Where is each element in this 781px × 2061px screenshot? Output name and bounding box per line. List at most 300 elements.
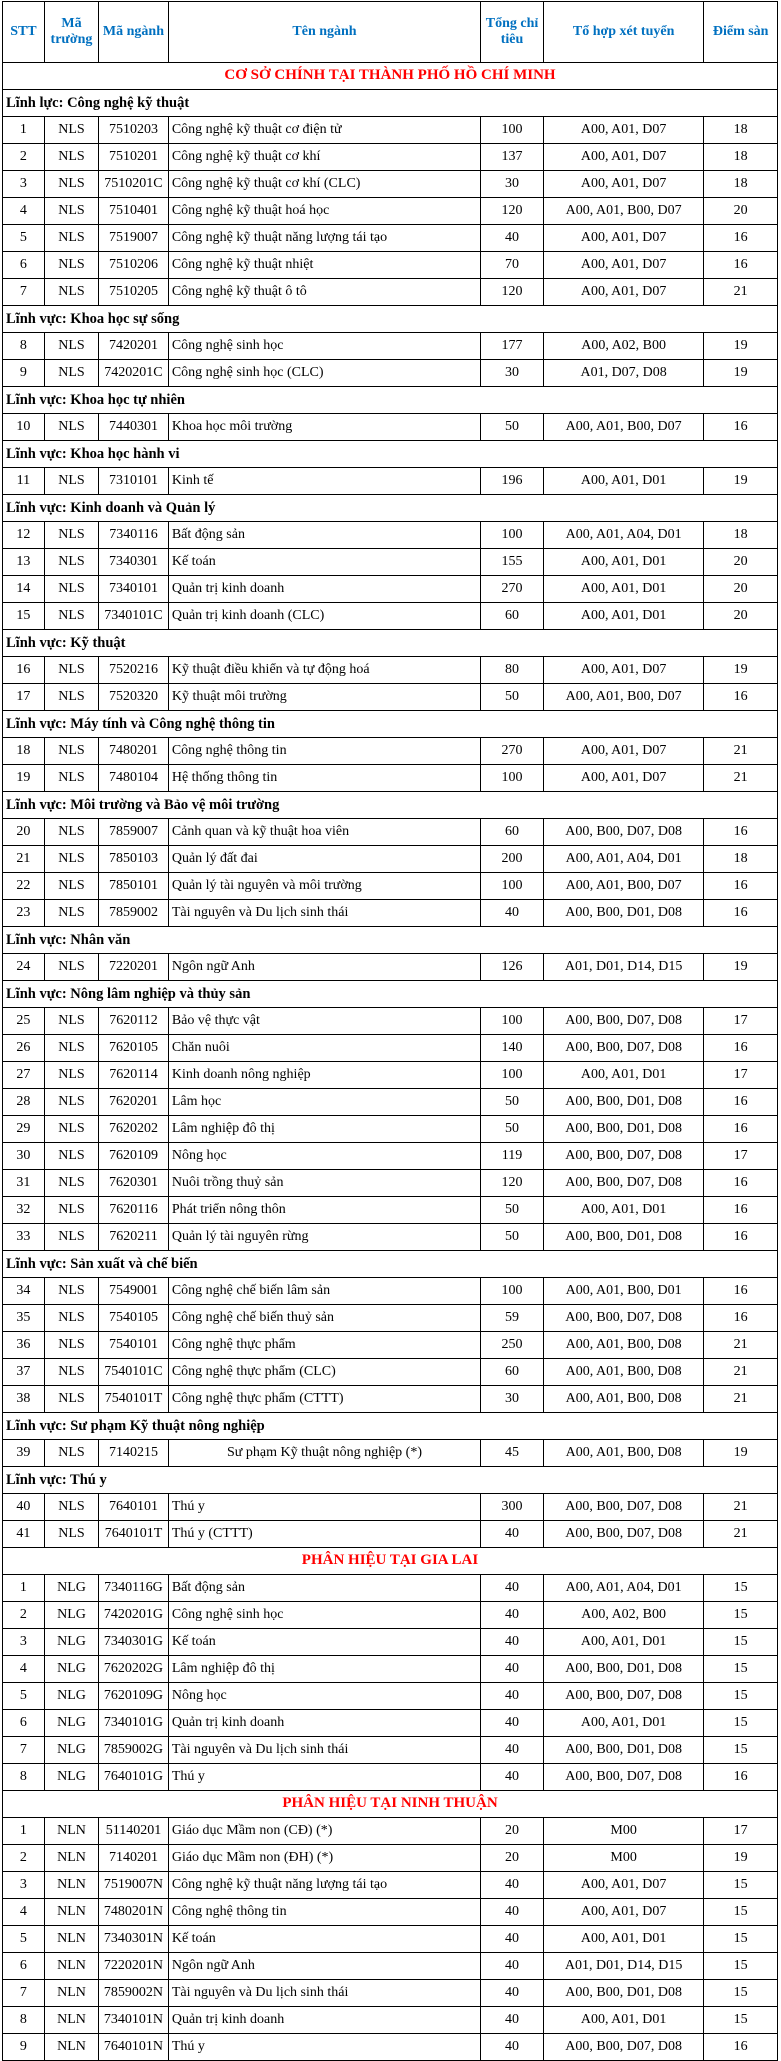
cell-ten-nganh: Lâm nghiệp đô thị [168,1656,480,1683]
cell-tong-chi-tieu: 60 [481,603,544,630]
table-row [3,414,778,441]
cell-stt: 18 [3,738,45,765]
cell-ma-nganh: 7340301G [99,1629,169,1656]
cell-ma-nganh: 7519007N [99,1872,169,1899]
cell-diem-san: 21 [704,1359,778,1386]
cell-stt: 21 [3,846,45,873]
cell-diem-san: 15 [704,1710,778,1737]
cell-to-hop-xet-tuyen: A00, B00, D01, D08 [543,1116,703,1143]
cell-ma-truong: NLS [44,144,98,171]
cell-diem-san: 21 [704,1386,778,1413]
cell-diem-san: 19 [704,657,778,684]
cell-ma-nganh: 7480201 [99,738,169,765]
field-section-row [3,387,778,414]
cell-ma-nganh: 7540101 [99,1332,169,1359]
cell-tong-chi-tieu: 250 [481,1332,544,1359]
cell-tong-chi-tieu: 80 [481,657,544,684]
field-section-row [3,927,778,954]
cell-to-hop-xet-tuyen: A00, A01, D01 [543,2007,703,2034]
cell-tong-chi-tieu: 270 [481,738,544,765]
cell-stt: 23 [3,900,45,927]
cell-diem-san: 15 [704,1953,778,1980]
cell-to-hop-xet-tuyen: A00, B00, D07, D08 [543,1764,703,1791]
cell-stt: 13 [3,549,45,576]
cell-ma-nganh: 7620105 [99,1035,169,1062]
cell-ma-truong: NLS [44,1521,98,1548]
cell-to-hop-xet-tuyen: A00, A01, D07 [543,252,703,279]
field-section-row [3,1251,778,1278]
cell-ten-nganh: Thú y (CTTT) [168,1521,480,1548]
cell-to-hop-xet-tuyen: A00, B00, D07, D08 [543,2034,703,2061]
cell-ma-nganh: 7420201 [99,333,169,360]
cell-tong-chi-tieu: 40 [481,1683,544,1710]
cell-to-hop-xet-tuyen: A00, A01, B00, D07 [543,684,703,711]
cell-ma-nganh: 51140201 [99,1818,169,1845]
cell-diem-san: 18 [704,846,778,873]
table-row [3,738,778,765]
cell-tong-chi-tieu: 20 [481,1818,544,1845]
cell-diem-san: 17 [704,1143,778,1170]
table-row [3,954,778,981]
cell-ma-truong: NLG [44,1737,98,1764]
cell-stt: 7 [3,1980,45,2007]
cell-stt: 29 [3,1116,45,1143]
cell-stt: 8 [3,2007,45,2034]
cell-stt: 9 [3,2034,45,2061]
cell-to-hop-xet-tuyen: A00, A01, B00, D08 [543,1359,703,1386]
table-row [3,2007,778,2034]
cell-ma-truong: NLS [44,549,98,576]
cell-diem-san: 18 [704,522,778,549]
cell-ten-nganh: Quản trị kinh doanh [168,576,480,603]
cell-ten-nganh: Công nghệ sinh học [168,1602,480,1629]
cell-ten-nganh: Công nghệ sinh học (CLC) [168,360,480,387]
cell-diem-san: 21 [704,1494,778,1521]
cell-stt: 8 [3,333,45,360]
cell-stt: 5 [3,1683,45,1710]
cell-ma-truong: NLN [44,2034,98,2061]
cell-ma-truong: NLS [44,1197,98,1224]
cell-tong-chi-tieu: 45 [481,1440,544,1467]
field-section-label: Lĩnh vực: Sư phạm Kỹ thuật nông nghiệp [3,1413,778,1440]
table-row [3,1845,778,1872]
cell-to-hop-xet-tuyen: M00 [543,1845,703,1872]
cell-tong-chi-tieu: 120 [481,198,544,225]
cell-ten-nganh: Quản lý tài nguyên và môi trường [168,873,480,900]
cell-stt: 20 [3,819,45,846]
cell-diem-san: 15 [704,2007,778,2034]
cell-stt: 1 [3,1818,45,1845]
field-section-label: Lĩnh vực: Môi trường và Bảo vệ môi trường [3,792,778,819]
cell-to-hop-xet-tuyen: A00, A02, B00 [543,333,703,360]
cell-stt: 7 [3,1737,45,1764]
cell-to-hop-xet-tuyen: A00, B00, D07, D08 [543,1521,703,1548]
cell-ten-nganh: Phát triển nông thôn [168,1197,480,1224]
cell-ma-nganh: 7850103 [99,846,169,873]
cell-diem-san: 16 [704,252,778,279]
cell-to-hop-xet-tuyen: A00, B00, D07, D08 [543,819,703,846]
cell-to-hop-xet-tuyen: A00, A01, D07 [543,117,703,144]
cell-tong-chi-tieu: 40 [481,2034,544,2061]
cell-ten-nganh: Công nghệ kỹ thuật cơ khí [168,144,480,171]
campus-section-label: CƠ SỞ CHÍNH TẠI THÀNH PHỐ HỒ CHÍ MINH [3,63,778,90]
cell-to-hop-xet-tuyen: A00, B00, D01, D08 [543,1224,703,1251]
cell-stt: 24 [3,954,45,981]
cell-diem-san: 16 [704,1224,778,1251]
table-row [3,846,778,873]
cell-stt: 4 [3,1656,45,1683]
cell-ma-nganh: 7510201 [99,144,169,171]
cell-ma-nganh: 7620109G [99,1683,169,1710]
cell-diem-san: 15 [704,1980,778,2007]
cell-tong-chi-tieu: 300 [481,1494,544,1521]
cell-ten-nganh: Thú y [168,1494,480,1521]
cell-to-hop-xet-tuyen: A00, A01, D01 [543,1197,703,1224]
cell-diem-san: 17 [704,1818,778,1845]
cell-ma-truong: NLS [44,900,98,927]
cell-tong-chi-tieu: 40 [481,1629,544,1656]
cell-ma-truong: NLN [44,1926,98,1953]
column-header-ten-nganh: Tên ngành [168,2,480,63]
cell-stt: 6 [3,252,45,279]
cell-tong-chi-tieu: 40 [481,225,544,252]
cell-ten-nganh: Kinh doanh nông nghiệp [168,1062,480,1089]
cell-ten-nganh: Quản lý tài nguyên rừng [168,1224,480,1251]
cell-diem-san: 16 [704,1305,778,1332]
cell-ma-truong: NLS [44,1386,98,1413]
cell-ma-nganh: 7859002G [99,1737,169,1764]
cell-ma-nganh: 7640101 [99,1494,169,1521]
cell-ma-truong: NLS [44,360,98,387]
cell-stt: 17 [3,684,45,711]
cell-diem-san: 21 [704,738,778,765]
cell-stt: 26 [3,1035,45,1062]
cell-stt: 15 [3,603,45,630]
column-header-stt: STT [3,2,45,63]
cell-to-hop-xet-tuyen: A00, A01, D01 [543,468,703,495]
table-row [3,198,778,225]
cell-ma-nganh: 7549001 [99,1278,169,1305]
table-row [3,252,778,279]
cell-stt: 40 [3,1494,45,1521]
cell-tong-chi-tieu: 177 [481,333,544,360]
column-header-ma-nganh: Mã ngành [99,2,169,63]
field-section-row [3,630,778,657]
cell-ten-nganh: Thú y [168,1764,480,1791]
cell-ten-nganh: Nông học [168,1683,480,1710]
cell-ma-truong: NLS [44,765,98,792]
cell-ma-truong: NLS [44,198,98,225]
cell-ma-nganh: 7510201C [99,171,169,198]
cell-tong-chi-tieu: 50 [481,414,544,441]
cell-tong-chi-tieu: 50 [481,1116,544,1143]
cell-tong-chi-tieu: 140 [481,1035,544,1062]
cell-ma-truong: NLS [44,1278,98,1305]
cell-stt: 14 [3,576,45,603]
cell-ma-nganh: 7540105 [99,1305,169,1332]
cell-to-hop-xet-tuyen: A00, A01, B00, D07 [543,198,703,225]
cell-ten-nganh: Quản trị kinh doanh [168,2007,480,2034]
cell-ten-nganh: Giáo dục Mầm non (CĐ) (*) [168,1818,480,1845]
cell-to-hop-xet-tuyen: A01, D01, D14, D15 [543,1953,703,1980]
cell-stt: 3 [3,1629,45,1656]
table-row [3,684,778,711]
cell-ma-nganh: 7220201 [99,954,169,981]
field-section-label: Lĩnh vực: Nông lâm nghiệp và thủy sản [3,981,778,1008]
field-section-row [3,495,778,522]
cell-tong-chi-tieu: 40 [481,1953,544,1980]
cell-ma-nganh: 7140201 [99,1845,169,1872]
cell-ma-nganh: 7859002 [99,900,169,927]
cell-ma-truong: NLS [44,576,98,603]
cell-ten-nganh: Công nghệ thông tin [168,1899,480,1926]
cell-ten-nganh: Công nghệ sinh học [168,333,480,360]
cell-tong-chi-tieu: 50 [481,1224,544,1251]
cell-tong-chi-tieu: 126 [481,954,544,981]
cell-ma-nganh: 7640101N [99,2034,169,2061]
table-row [3,576,778,603]
table-row [3,1035,778,1062]
cell-stt: 6 [3,1710,45,1737]
cell-stt: 25 [3,1008,45,1035]
cell-ma-truong: NLN [44,2007,98,2034]
cell-to-hop-xet-tuyen: A00, A01, D07 [543,738,703,765]
cell-stt: 2 [3,1845,45,1872]
cell-stt: 3 [3,1872,45,1899]
cell-ten-nganh: Công nghệ kỹ thuật năng lượng tái tạo [168,225,480,252]
cell-stt: 4 [3,1899,45,1926]
cell-stt: 37 [3,1359,45,1386]
table-row [3,765,778,792]
cell-ma-truong: NLS [44,819,98,846]
campus-section-label: PHÂN HIỆU TẠI GIA LAI [3,1548,778,1575]
cell-tong-chi-tieu: 100 [481,765,544,792]
column-header-tong-chi-tieu: Tổng chỉ tiêu [481,2,544,63]
field-section-row [3,441,778,468]
table-row [3,279,778,306]
cell-ten-nganh: Bất động sản [168,522,480,549]
cell-diem-san: 15 [704,1737,778,1764]
cell-tong-chi-tieu: 40 [481,1602,544,1629]
cell-diem-san: 16 [704,1197,778,1224]
cell-ma-truong: NLS [44,1116,98,1143]
cell-ten-nganh: Chăn nuôi [168,1035,480,1062]
column-header-ma-truong: Mã trường [44,2,98,63]
cell-ma-nganh: 7340101G [99,1710,169,1737]
cell-tong-chi-tieu: 30 [481,1386,544,1413]
cell-ma-nganh: 7620211 [99,1224,169,1251]
cell-to-hop-xet-tuyen: A00, B00, D01, D08 [543,900,703,927]
cell-ma-nganh: 7340116 [99,522,169,549]
cell-stt: 10 [3,414,45,441]
cell-stt: 5 [3,1926,45,1953]
cell-tong-chi-tieu: 60 [481,1359,544,1386]
cell-diem-san: 20 [704,198,778,225]
cell-ten-nganh: Ngôn ngữ Anh [168,954,480,981]
cell-ten-nganh: Quản lý đất đai [168,846,480,873]
field-section-row [3,1413,778,1440]
cell-ten-nganh: Công nghệ thông tin [168,738,480,765]
cell-tong-chi-tieu: 120 [481,1170,544,1197]
cell-stt: 35 [3,1305,45,1332]
cell-diem-san: 15 [704,1683,778,1710]
cell-to-hop-xet-tuyen: A00, A01, D07 [543,1872,703,1899]
campus-section-row [3,63,778,90]
cell-ma-nganh: 7480104 [99,765,169,792]
cell-stt: 34 [3,1278,45,1305]
cell-ten-nganh: Công nghệ chế biến thuỷ sản [168,1305,480,1332]
cell-ma-truong: NLN [44,1845,98,1872]
cell-tong-chi-tieu: 40 [481,1710,544,1737]
table-row [3,1062,778,1089]
table-body [3,63,778,2061]
cell-to-hop-xet-tuyen: A00, B00, D07, D08 [543,1035,703,1062]
table-row [3,1818,778,1845]
field-section-row [3,1467,778,1494]
table-row [3,360,778,387]
cell-ma-nganh: 7420201C [99,360,169,387]
cell-ten-nganh: Quản trị kinh doanh [168,1710,480,1737]
cell-ten-nganh: Quản trị kinh doanh (CLC) [168,603,480,630]
admission-score-table [2,1,778,2061]
cell-ma-nganh: 7340101 [99,576,169,603]
cell-to-hop-xet-tuyen: A00, A01, D07 [543,657,703,684]
cell-tong-chi-tieu: 40 [481,1926,544,1953]
cell-to-hop-xet-tuyen: A00, B00, D01, D08 [543,1656,703,1683]
cell-ten-nganh: Kế toán [168,1629,480,1656]
cell-to-hop-xet-tuyen: A00, B00, D07, D08 [543,1008,703,1035]
field-section-label: Lĩnh vực: Khoa học sự sống [3,306,778,333]
cell-ten-nganh: Công nghệ kỹ thuật ô tô [168,279,480,306]
cell-ma-truong: NLS [44,414,98,441]
cell-stt: 7 [3,279,45,306]
cell-to-hop-xet-tuyen: A00, A01, D07 [543,171,703,198]
cell-ma-nganh: 7620112 [99,1008,169,1035]
cell-tong-chi-tieu: 40 [481,1521,544,1548]
cell-stt: 16 [3,657,45,684]
cell-tong-chi-tieu: 70 [481,252,544,279]
field-section-label: Lĩnh vực: Máy tính và Công nghệ thông tin [3,711,778,738]
cell-tong-chi-tieu: 40 [481,1980,544,2007]
cell-ten-nganh: Công nghệ thực phẩm (CTTT) [168,1386,480,1413]
cell-stt: 31 [3,1170,45,1197]
cell-ma-truong: NLS [44,846,98,873]
cell-to-hop-xet-tuyen: A00, A01, D07 [543,1899,703,1926]
cell-to-hop-xet-tuyen: A00, B00, D01, D08 [543,1737,703,1764]
table-row [3,1926,778,1953]
cell-ma-truong: NLS [44,171,98,198]
cell-ma-nganh: 7519007 [99,225,169,252]
cell-stt: 28 [3,1089,45,1116]
cell-ten-nganh: Tài nguyên và Du lịch sinh thái [168,900,480,927]
cell-diem-san: 19 [704,1440,778,1467]
cell-to-hop-xet-tuyen: A00, A01, A04, D01 [543,1575,703,1602]
cell-ten-nganh: Công nghệ kỹ thuật hoá học [168,198,480,225]
cell-ma-nganh: 7540101T [99,1386,169,1413]
cell-stt: 11 [3,468,45,495]
table-row [3,2034,778,2061]
cell-ma-nganh: 7480201N [99,1899,169,1926]
cell-tong-chi-tieu: 40 [481,1575,544,1602]
cell-stt: 38 [3,1386,45,1413]
cell-stt: 2 [3,1602,45,1629]
cell-ma-truong: NLS [44,1494,98,1521]
field-section-label: Lĩnh vực: Nhân văn [3,927,778,954]
cell-tong-chi-tieu: 155 [481,549,544,576]
cell-ma-truong: NLG [44,1575,98,1602]
field-section-label: Lĩnh vực: Kinh doanh và Quản lý [3,495,778,522]
table-row [3,657,778,684]
cell-diem-san: 15 [704,1872,778,1899]
field-section-row [3,981,778,1008]
cell-diem-san: 15 [704,1899,778,1926]
cell-ma-truong: NLG [44,1710,98,1737]
cell-to-hop-xet-tuyen: A00, B00, D07, D08 [543,1143,703,1170]
cell-stt: 39 [3,1440,45,1467]
cell-ten-nganh: Ngôn ngữ Anh [168,1953,480,1980]
cell-ma-truong: NLS [44,1359,98,1386]
cell-ma-nganh: 7440301 [99,414,169,441]
cell-ma-truong: NLG [44,1656,98,1683]
cell-ten-nganh: Giáo dục Mầm non (ĐH) (*) [168,1845,480,1872]
cell-ma-nganh: 7620301 [99,1170,169,1197]
cell-to-hop-xet-tuyen: A00, A01, A04, D01 [543,522,703,549]
cell-ten-nganh: Bất động sản [168,1575,480,1602]
cell-ma-truong: NLS [44,1440,98,1467]
cell-diem-san: 20 [704,603,778,630]
cell-ma-truong: NLS [44,1062,98,1089]
cell-diem-san: 20 [704,549,778,576]
cell-diem-san: 16 [704,684,778,711]
cell-ma-truong: NLG [44,1629,98,1656]
cell-ten-nganh: Công nghệ chế biến lâm sản [168,1278,480,1305]
column-header-to-hop-xet-tuyen: Tổ hợp xét tuyển [543,2,703,63]
cell-ma-truong: NLS [44,1224,98,1251]
field-section-label: Lĩnh vực: Kỹ thuật [3,630,778,657]
cell-ten-nganh: Lâm nghiệp đô thị [168,1116,480,1143]
cell-diem-san: 16 [704,900,778,927]
cell-ma-nganh: 7510401 [99,198,169,225]
cell-to-hop-xet-tuyen: A00, A01, B00, D08 [543,1386,703,1413]
cell-diem-san: 16 [704,1278,778,1305]
table-row [3,1116,778,1143]
cell-tong-chi-tieu: 20 [481,1845,544,1872]
cell-to-hop-xet-tuyen: A00, B00, D01, D08 [543,1980,703,2007]
cell-ten-nganh: Kỹ thuật môi trường [168,684,480,711]
cell-diem-san: 16 [704,1170,778,1197]
cell-tong-chi-tieu: 40 [481,2007,544,2034]
cell-ma-truong: NLS [44,684,98,711]
cell-to-hop-xet-tuyen: A00, A01, D01 [543,549,703,576]
table-row [3,1143,778,1170]
cell-tong-chi-tieu: 40 [481,1656,544,1683]
cell-to-hop-xet-tuyen: A00, A01, D07 [543,765,703,792]
cell-diem-san: 15 [704,1656,778,1683]
table-row [3,1683,778,1710]
cell-ten-nganh: Sư phạm Kỹ thuật nông nghiệp (*) [168,1440,480,1467]
cell-ten-nganh: Tài nguyên và Du lịch sinh thái [168,1980,480,2007]
cell-ma-truong: NLS [44,333,98,360]
cell-ma-nganh: 7340301 [99,549,169,576]
table-row [3,1656,778,1683]
table-row [3,1737,778,1764]
cell-ma-nganh: 7620202 [99,1116,169,1143]
cell-diem-san: 17 [704,1062,778,1089]
cell-diem-san: 19 [704,360,778,387]
cell-ma-nganh: 7520216 [99,657,169,684]
cell-tong-chi-tieu: 59 [481,1305,544,1332]
cell-stt: 22 [3,873,45,900]
